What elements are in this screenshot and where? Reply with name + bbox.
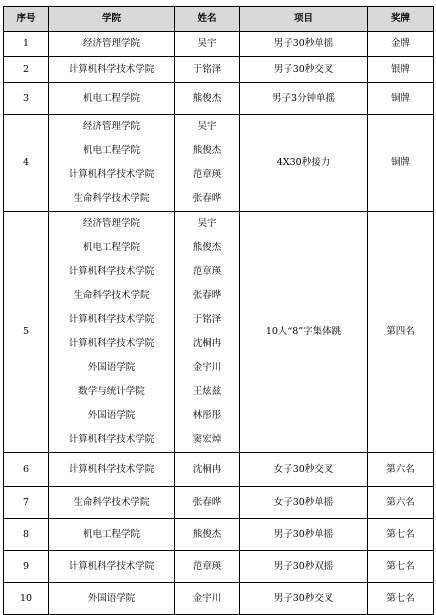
header-medal: 奖牌: [368, 7, 434, 32]
table-row: [4, 57, 434, 83]
cell-college-entry: 经济管理学院: [82, 38, 140, 49]
cell-event: 女子30秒交叉: [240, 453, 368, 487]
cell-name-entry: 熊俊杰: [192, 242, 222, 253]
cell-seq: 7: [4, 487, 49, 519]
header-row: [4, 7, 434, 32]
cell-name-entry: 熊俊杰: [192, 92, 222, 104]
cell-seq: 6: [4, 453, 49, 487]
cell-college-entry: 计算机科学技术学院: [68, 434, 155, 445]
cell-name: [175, 453, 240, 487]
cell-medal: 第六名: [368, 453, 434, 487]
cell-name: [175, 115, 240, 212]
header-name: 姓名: [175, 7, 240, 32]
cell-college-entry: 机电工程学院: [82, 528, 140, 540]
cell-college-entry: 数学与统计学院: [78, 386, 145, 397]
cell-college-entry: 生命科学技术学院: [73, 496, 150, 508]
cell-seq: 10: [4, 583, 49, 615]
cell-name-entry: 吴宇: [197, 38, 217, 49]
cell-college-entry: 机电工程学院: [82, 242, 140, 253]
cell-name-entry: 熊俊杰: [192, 145, 222, 156]
cell-name-entry: 于铭泽: [192, 314, 222, 325]
cell-event: 男子30秒单摇: [240, 32, 368, 57]
table-row: [4, 519, 434, 551]
cell-college: [49, 212, 175, 453]
cell-medal: 铜牌: [368, 83, 434, 115]
cell-college-entry: 计算机科学技术学院: [68, 463, 155, 475]
cell-college: [49, 453, 175, 487]
cell-name: [175, 212, 240, 453]
cell-seq: 1: [4, 32, 49, 57]
cell-name-entry: 张春晔: [192, 290, 222, 301]
cell-college-entry: 外国语学院: [87, 362, 136, 373]
cell-college-entry: 计算机科学技术学院: [68, 63, 155, 75]
cell-college-entry: 经济管理学院: [82, 121, 140, 132]
cell-event: 女子30秒单摇: [240, 487, 368, 519]
cell-name-entry: 吴宇: [197, 121, 217, 132]
cell-college-entry: 计算机科学技术学院: [68, 338, 155, 349]
cell-college: [49, 519, 175, 551]
cell-name: [175, 551, 240, 583]
table-row: [4, 551, 434, 583]
header-seq: 序号: [4, 7, 49, 32]
header-event: 项目: [240, 7, 368, 32]
results-table: [3, 6, 434, 615]
cell-event: 男子30秒单摇: [240, 519, 368, 551]
cell-name-entry: 王炫兹: [192, 386, 222, 397]
header-college: 学院: [49, 7, 175, 32]
cell-college-entry: 机电工程学院: [82, 92, 140, 104]
cell-college: [49, 487, 175, 519]
table-row: [4, 83, 434, 115]
cell-name-entry: 沈桐冉: [192, 338, 222, 349]
cell-college-entry: 生命科学技术学院: [73, 193, 150, 204]
cell-name-entry: 熊俊杰: [192, 528, 222, 540]
cell-name-entry: 张春晔: [192, 496, 222, 508]
cell-college: [49, 551, 175, 583]
cell-name-entry: 沈桐冉: [192, 463, 222, 475]
cell-name-entry: 林彤彤: [192, 410, 222, 421]
cell-seq: 8: [4, 519, 49, 551]
cell-name-entry: 金宇川: [192, 592, 222, 604]
cell-name-entry: 吴宇: [197, 218, 217, 229]
cell-seq: 9: [4, 551, 49, 583]
cell-event: 10人“8”字集体跳: [240, 212, 368, 453]
cell-name: [175, 32, 240, 57]
table-row: [4, 453, 434, 487]
cell-name-entry: 范章瑛: [192, 169, 222, 180]
cell-medal: 铜牌: [368, 115, 434, 212]
cell-name-entry: 金宇川: [192, 362, 222, 373]
cell-name: [175, 83, 240, 115]
cell-medal: 第七名: [368, 583, 434, 615]
cell-medal: 第四名: [368, 212, 434, 453]
cell-medal: 银牌: [368, 57, 434, 83]
cell-event: 男子30秒交叉: [240, 57, 368, 83]
cell-medal: 第六名: [368, 487, 434, 519]
cell-college-entry: 经济管理学院: [82, 218, 140, 229]
cell-medal: 第七名: [368, 551, 434, 583]
cell-college: [49, 83, 175, 115]
table-row: [4, 115, 434, 212]
cell-college: [49, 57, 175, 83]
cell-name: [175, 487, 240, 519]
cell-college-entry: 计算机科学技术学院: [68, 266, 155, 277]
table-row: [4, 487, 434, 519]
cell-college-entry: 机电工程学院: [82, 145, 140, 156]
cell-event: 男子30秒交叉: [240, 583, 368, 615]
cell-college-entry: 计算机科学技术学院: [68, 169, 155, 180]
table-row: [4, 212, 434, 453]
cell-name: [175, 519, 240, 551]
cell-college-entry: 生命科学技术学院: [73, 290, 150, 301]
cell-seq: 3: [4, 83, 49, 115]
cell-event: 4X30秒接力: [240, 115, 368, 212]
cell-name-entry: 范章瑛: [192, 266, 222, 277]
cell-event: 男子30秒双摇: [240, 551, 368, 583]
cell-college-entry: 外国语学院: [87, 410, 136, 421]
cell-event: 男子3分钟单摇: [240, 83, 368, 115]
cell-college-entry: 计算机科学技术学院: [68, 560, 155, 572]
cell-college: [49, 115, 175, 212]
cell-medal: 金牌: [368, 32, 434, 57]
cell-name-entry: 于铭泽: [192, 63, 222, 75]
cell-medal: 第七名: [368, 519, 434, 551]
cell-name: [175, 57, 240, 83]
cell-name-entry: 范章瑛: [192, 560, 222, 572]
cell-seq: 2: [4, 57, 49, 83]
cell-seq: 5: [4, 212, 49, 453]
cell-seq: 4: [4, 115, 49, 212]
table-row: [4, 32, 434, 57]
cell-name-entry: 窦宏焯: [192, 434, 222, 445]
cell-college-entry: 外国语学院: [87, 592, 136, 604]
cell-name-entry: 张春晔: [192, 193, 222, 204]
cell-college-entry: 计算机科学技术学院: [68, 314, 155, 325]
cell-college: [49, 32, 175, 57]
